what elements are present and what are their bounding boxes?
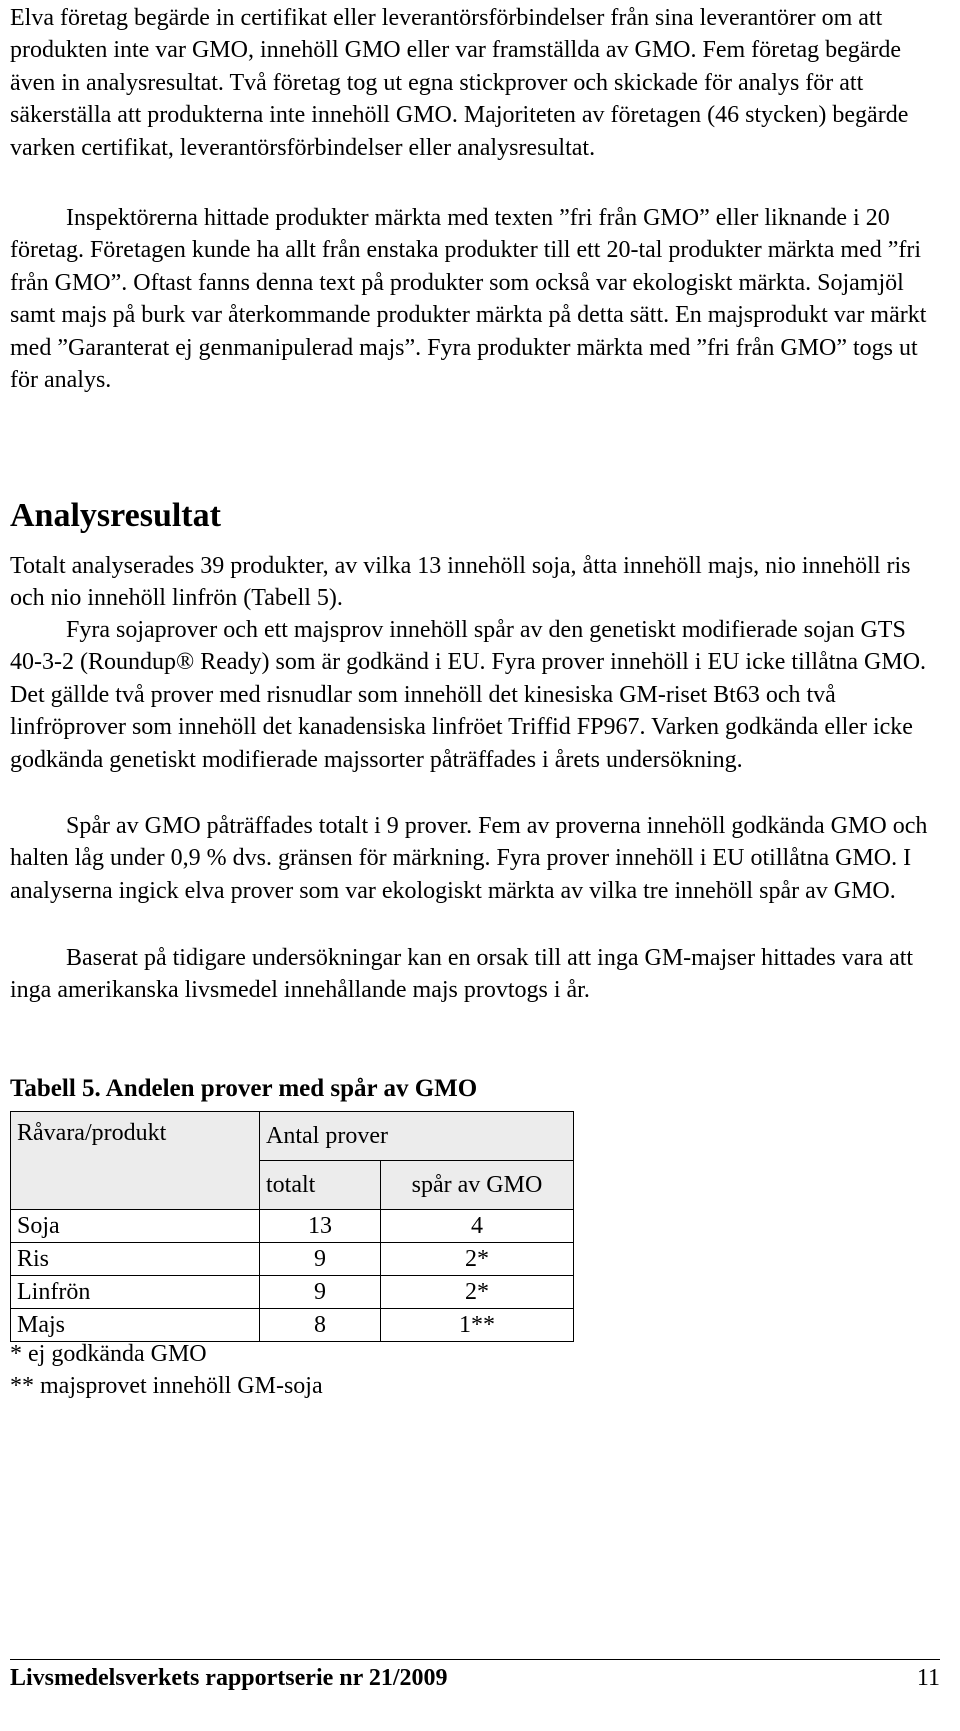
footer-series: Livsmedelsverkets rapportserie nr 21/2009 [10,1665,448,1691]
cell-total: 9 [260,1276,381,1309]
table-row [11,1243,574,1276]
cell-gmo: 2* [381,1243,574,1276]
page-number: 11 [916,1665,940,1691]
cell-product: Soja [11,1210,260,1243]
body-paragraph-1: Elva företag begärde in certifikat eller leverantörsförbindelser från sina leverantörer om att produkten inte var GMO, innehöll GMO eller var framställda av GMO. Fem företag begärde även in analysresultat. Två företag tog ut egna stickprover och skickade för analys för att säkerställa att produkterna inte innehöll GMO. Majoriteten av företagen (46 stycken) begärde varken certifikat, leverantörsförbindelser eller analysresultat. [10,5,909,161]
analysresultat-paragraph-2: Fyra sojaprover och ett majsprov innehöll spår av den genetiskt modifierade sojan GTS 40-3-2 (Roundup® Ready) som är godkänd i EU. Fyra prover innehöll i EU icke tillåtna GMO. Det gällde två prover med risnudlar som innehöll det kinesiska GM-riset Bt63 och två linfröprover som innehöll det kanadensiska linfröet Triffid FP967. Varken godkända eller icke godkända genetiskt modifierade majssorter påträffades i årets undersökning. [10,617,927,773]
subheader-total: totalt [260,1161,381,1210]
analysresultat-paragraph-3: Spår av GMO påträffades totalt i 9 prover. Fem av proverna innehöll godkända GMO och halten låg under 0,9 % dvs. gränsen för märkning. Fyra prover innehöll i EU otillåtna GMO. I analyserna ingick elva prover som var ekologiskt märkta av vilka tre innehöll spår av GMO. [10,813,928,904]
cell-product: Linfrön [11,1276,260,1309]
analysresultat-paragraph-4: Baserat på tidigare undersökningar kan en orsak till att inga GM-majser hittades vara att inga amerikanska livsmedel innehållande majs provtogs i år. [10,945,914,1004]
cell-product: Ris [11,1243,260,1276]
table-row [11,1210,574,1243]
cell-total: 8 [260,1309,381,1342]
table-row [11,1276,574,1309]
analysresultat-paragraph-1: Totalt analyserades 39 produkter, av vilka 13 innehöll soja, åtta innehöll majs, nio innehöll ris och nio innehöll linfrön (Tabell 5). [10,553,911,612]
cell-gmo: 4 [381,1210,574,1243]
cell-product: Majs [11,1309,260,1342]
table-footnotes [10,1338,323,1402]
table-row [11,1309,574,1342]
cell-total: 13 [260,1210,381,1243]
section-heading-analysresultat: Analysresultat [10,497,221,534]
table-caption: Tabell 5. Andelen prover med spår av GMO [10,1075,478,1102]
header-product: Råvara/produkt [11,1112,260,1210]
cell-total: 9 [260,1243,381,1276]
cell-gmo: 2* [381,1276,574,1309]
cell-gmo: 1** [381,1309,574,1342]
body-paragraph-2: Inspektörerna hittade produkter märkta med texten ”fri från GMO” eller liknande i 20 företag. Företagen kunde ha allt från enstaka produkter till ett 20-tal produkter märkta med ”fri från GMO”. Oftast fanns denna text på produkter som också var ekologiskt märkta. Sojamjöl samt majs på burk var återkommande produkter märkta på detta sätt. En majsprodukt var märkt med ”Garanterat ej genmanipulerad majs”. Fyra produkter märkta med ”fri från GMO” togs ut för analys. [10,205,927,394]
footnote-1: * ej godkända GMO [10,1341,207,1367]
footnote-2: ** majsprovet innehöll GM-soja [10,1373,323,1399]
gmo-sample-table [10,1111,574,1342]
page-footer [10,1659,940,1694]
header-count: Antal prover [260,1112,574,1161]
subheader-gmo: spår av GMO [381,1161,574,1210]
table-header-row [11,1112,574,1161]
